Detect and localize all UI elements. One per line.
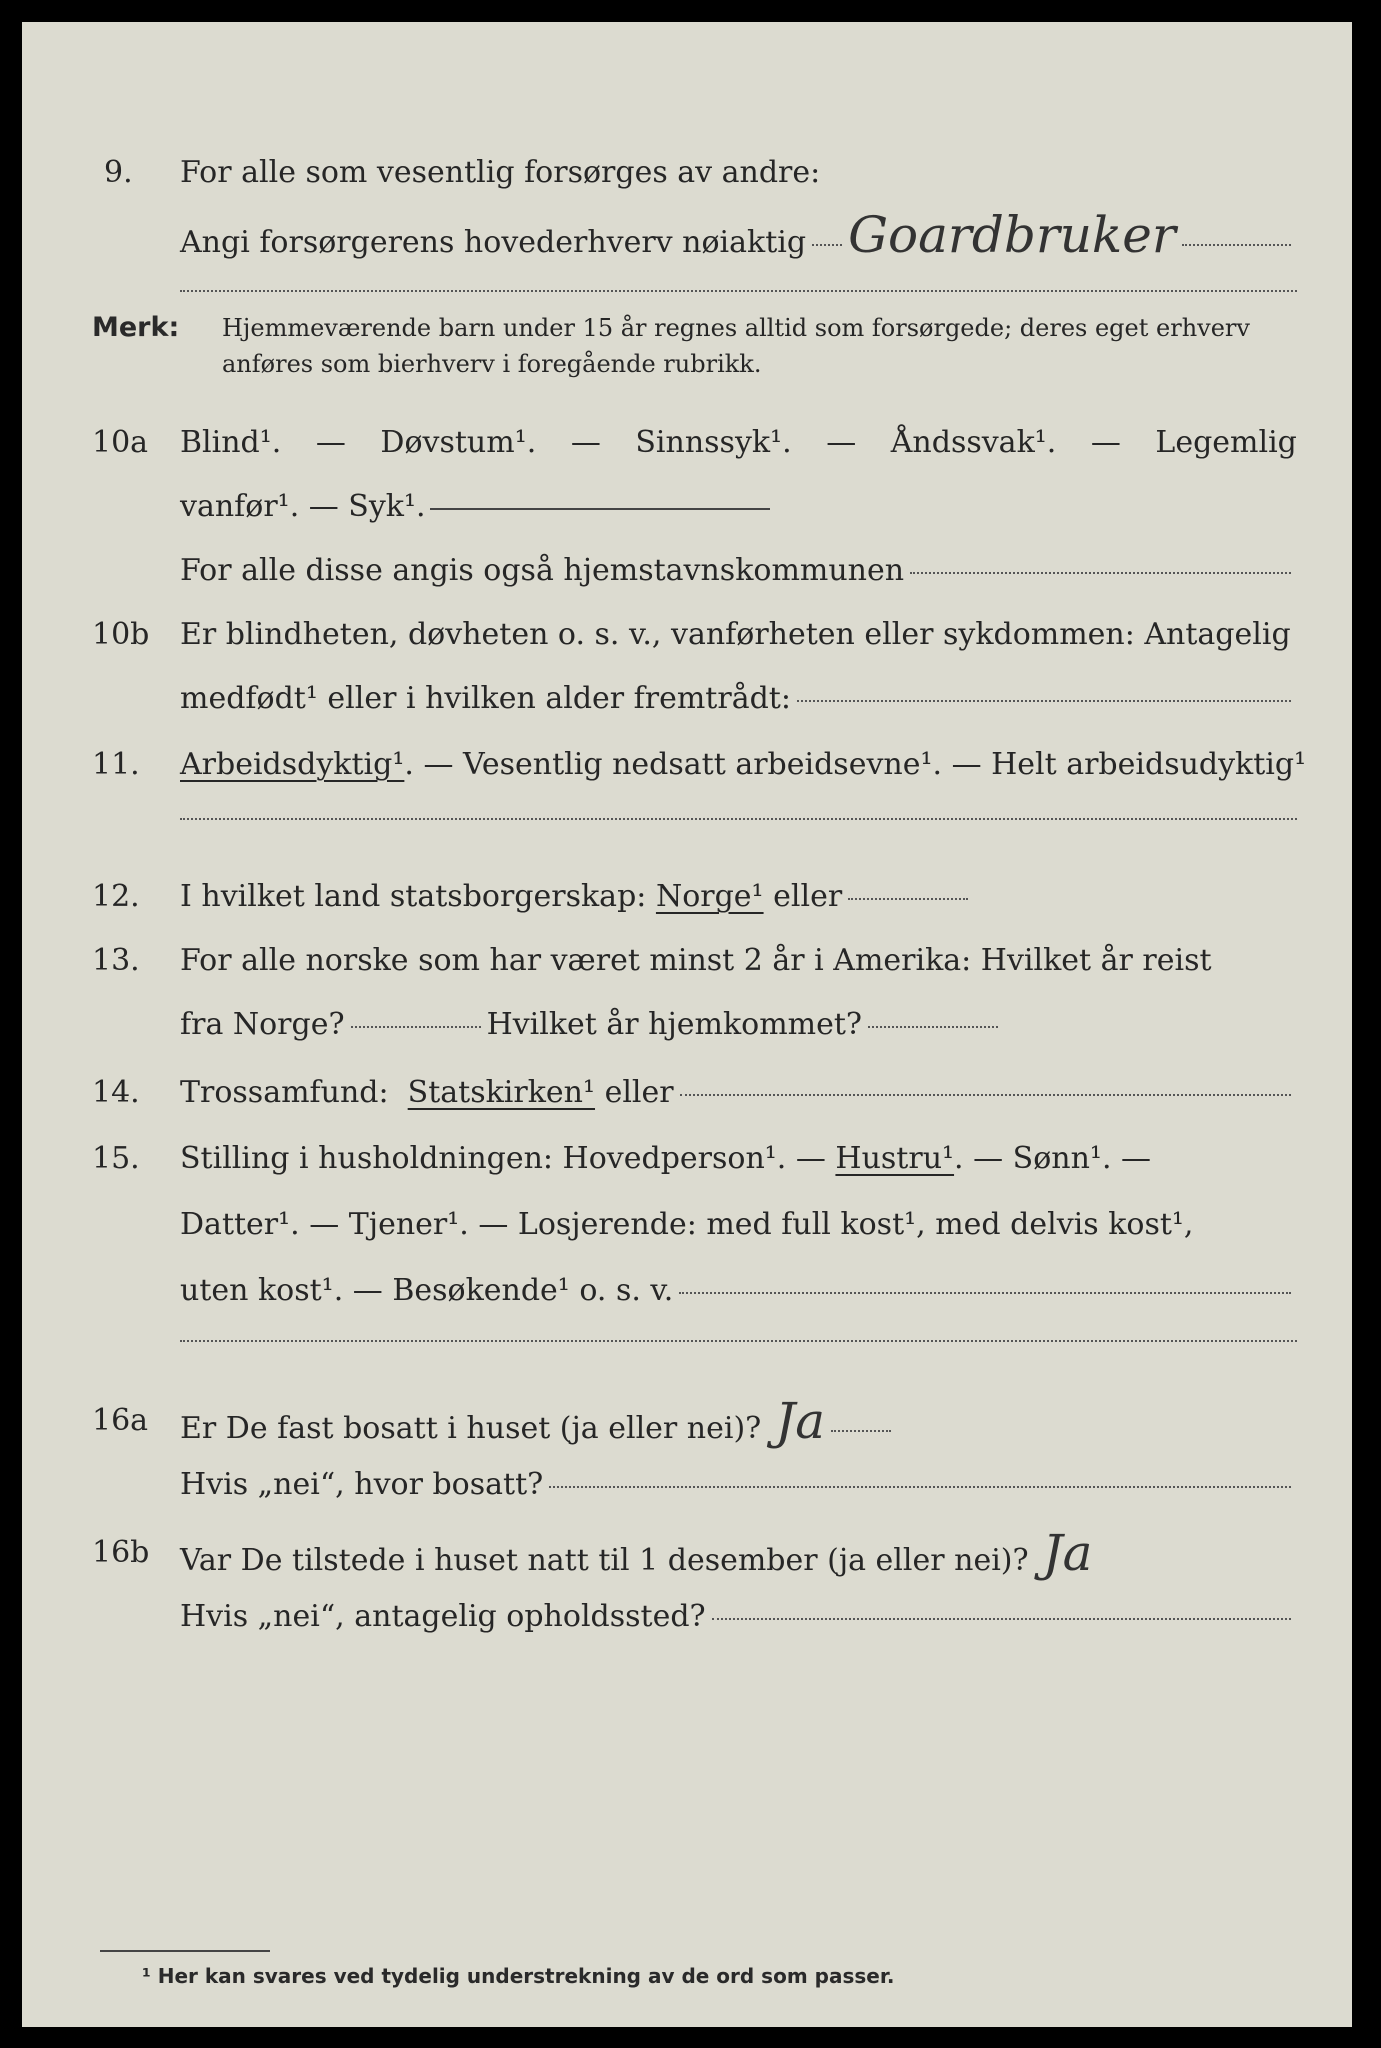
q10a-number: 10a [92,425,149,460]
q9-text-2: Angi forsørgerens hovederhverv nøiaktig [180,225,807,260]
q14-dotted-line [680,1094,1291,1096]
q16a-text-1: Er De fast bosatt i huset (ja eller nei)? [180,1411,762,1446]
q13-dotted-line-1 [351,1026,481,1028]
q12-text: I hvilket land statsborgerskap: [180,879,647,914]
q16a-dotted-line [831,1430,891,1432]
q10a-opt-legemlig: Legemlig [1155,425,1297,460]
q9-extra-line [180,290,1297,292]
q16b-dotted-line [712,1618,1291,1620]
q10b-row-1 [22,610,1352,660]
q10a-dotted-line [910,572,1291,574]
q10a-answer-line [430,508,770,510]
footnote: ¹ Her kan svares ved tydelig understrekning av de ord som passer. [142,1964,895,1988]
q15-text-1b: . — Sønn¹. — [954,1141,1152,1176]
q12-opt-norge: Norge¹ [655,879,764,914]
q11-opt-arbeidsdyktig: Arbeidsdyktig¹ [180,747,405,782]
q10a-opt-blind: Blind¹. [180,425,282,460]
q12-number: 12. [92,879,140,914]
q14-row [22,1068,1352,1118]
q15-text-2: Datter¹. — Tjener¹. — Losjerende: med full kost¹, med delvis kost¹, [180,1207,1194,1242]
q14-number: 14. [92,1075,140,1110]
footnote-rule [100,1950,270,1952]
q13-row-1 [22,936,1352,986]
q15-row-1 [22,1134,1352,1184]
q10b-text-2: medfødt¹ eller i hvilken alder fremtrådt: [180,681,791,716]
q10b-dotted-line [797,700,1291,702]
q9-row-1 [22,148,1352,198]
q10a-row-2 [22,482,1352,532]
q12-eller: eller [773,879,843,914]
q15-text-1a: Stilling i husholdningen: Hovedperson¹. — [180,1141,826,1176]
q10a-opt-andssvak: Åndssvak¹. [890,425,1057,460]
q14-eller: eller [604,1075,674,1110]
q15-dotted-line [679,1292,1291,1294]
q16b-row-2 [22,1592,1352,1642]
q9-dotted-line [812,244,842,246]
q13-row-2 [22,1000,1352,1050]
merk-note [222,310,1297,382]
q10a-row-1 [22,418,1352,468]
q9-handwritten-answer: Goardbruker [848,206,1176,264]
q13-text-1: For alle norske som har været minst 2 år i Amerika: Hvilket år reist [180,943,1212,978]
q12-row [22,872,1352,922]
q15-text-3: uten kost¹. — Besøkende¹ o. s. v. [180,1273,674,1308]
q16a-number: 16a [92,1403,149,1438]
q13-dotted-line-2 [868,1026,998,1028]
q15-row-3 [22,1266,1352,1316]
q10a-opt-dovstum: Døvstum¹. [380,425,537,460]
q15-row-2 [22,1200,1352,1250]
q9-number: 9. [104,155,133,190]
q16b-text-1: Var De tilstede i huset natt til 1 desember (ja eller nei)? [180,1543,1029,1578]
q10b-row-2 [22,674,1352,724]
q9-text-1: For alle som vesentlig forsørges av andre: [180,155,821,190]
q15-opt-hustru: Hustru¹ [835,1141,955,1176]
q10a-text-2: vanfør¹. — Syk¹. [180,489,426,524]
q16b-number: 16b [92,1535,150,1570]
q16a-row-1 [22,1392,1352,1450]
q16a-dotted-line-2 [549,1486,1291,1488]
census-form-page [22,22,1352,2027]
q11-text-rest: . — Vesentlig nedsatt arbeidsevne¹. — Helt arbeidsudyktig¹ [404,747,1307,782]
q14-text: Trossamfund: [180,1075,389,1110]
q12-dotted-line [848,898,968,900]
q10a-row-3 [22,546,1352,596]
q13-number: 13. [92,943,140,978]
q10b-text-1: Er blindheten, døvheten o. s. v., vanførheten eller sykdommen: Antagelig [180,617,1291,652]
q16a-handwritten-answer: Ja [775,1392,826,1450]
q9-row-2 [22,206,1352,264]
q13-text-2a: fra Norge? [180,1007,345,1042]
q11-number: 11. [92,747,140,782]
q16b-row-1 [22,1524,1352,1582]
q11-row [22,740,1352,790]
q16a-row-2 [22,1460,1352,1510]
q10a-text-3: For alle disse angis også hjemstavnskommunen [180,553,905,588]
merk-line-2: anføres som bierhverv i foregående rubrikk. [222,350,762,378]
q16a-text-2: Hvis „nei“, hvor bosatt? [180,1467,544,1502]
q10b-number: 10b [92,617,150,652]
q11-extra-line [180,818,1297,820]
q10a-opt-sinnssyk: Sinnssyk¹. [635,425,792,460]
q13-text-2b: Hvilket år hjemkommet? [486,1007,863,1042]
q15-extra-line [180,1340,1297,1342]
merk-label: Merk: [92,312,180,343]
q15-number: 15. [92,1141,140,1176]
q14-opt-statskirken: Statskirken¹ [407,1075,596,1110]
q16b-text-2: Hvis „nei“, antagelig opholdssted? [180,1599,706,1634]
merk-line-1: Hjemmeværende barn under 15 år regnes alltid som forsørgede; deres eget erhverv [222,314,1250,342]
q10a-options: Blind¹. — Døvstum¹. — Sinnssyk¹. — Åndssvak¹. — Legemlig [180,418,1297,468]
q16b-handwritten-answer: Ja [1042,1524,1093,1582]
